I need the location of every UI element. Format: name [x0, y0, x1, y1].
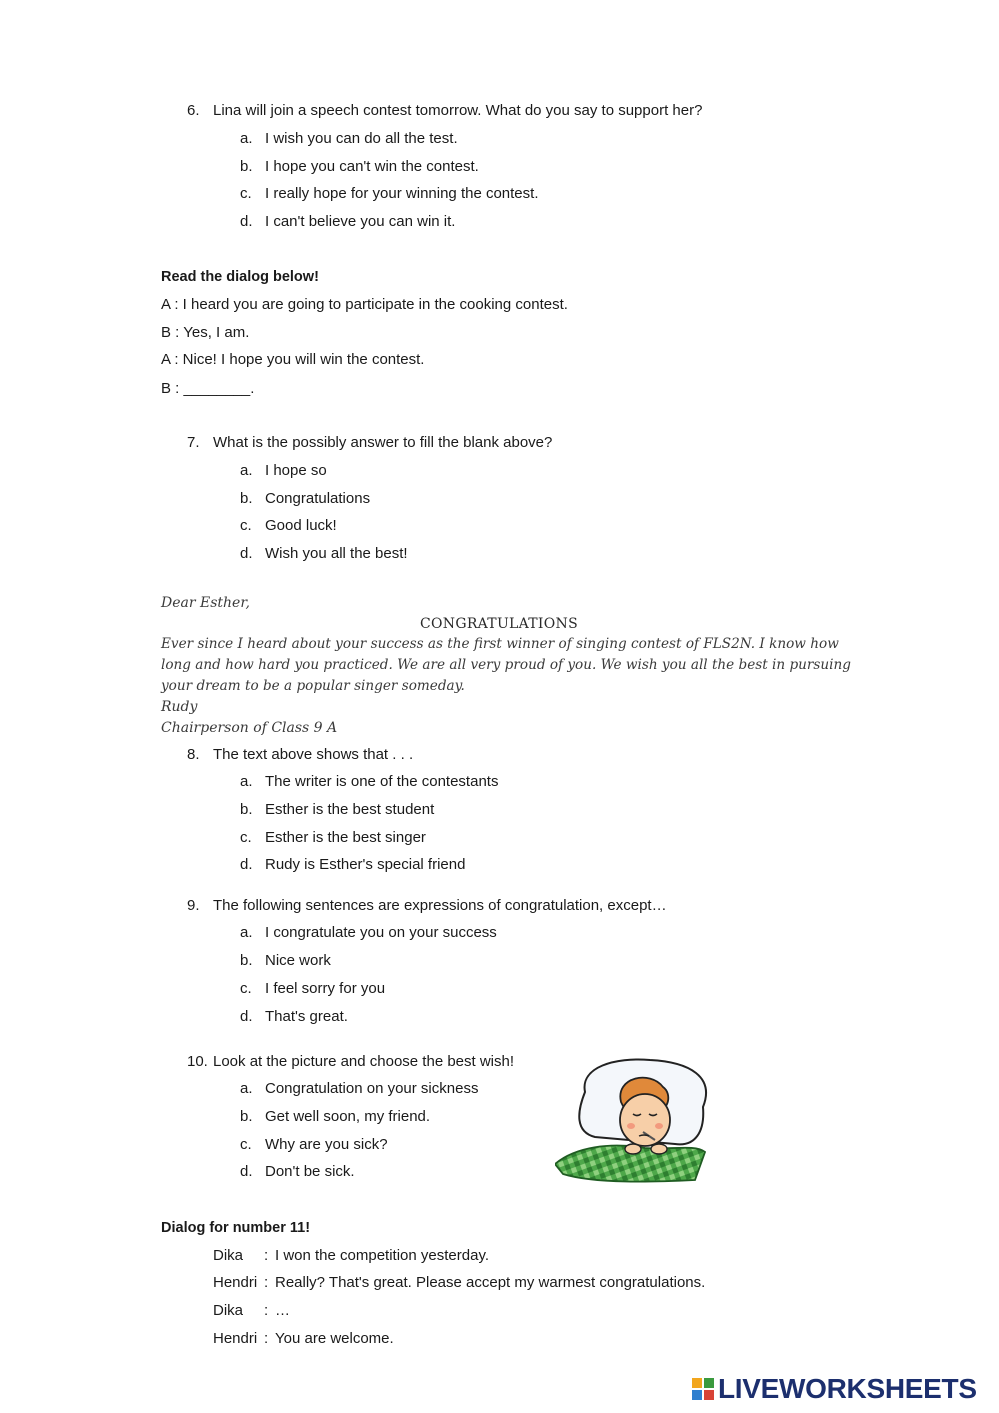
- logo-square-icon: [692, 1378, 702, 1388]
- option-letter: a.: [240, 773, 253, 790]
- letter-signature: Rudy: [161, 699, 198, 715]
- letter-role: Chairperson of Class 9 A: [161, 720, 338, 736]
- letter-body-line: Ever since I heard about your success as the first winner of singing contest of FLS2N. I know how: [161, 636, 839, 652]
- option-letter: d.: [240, 213, 253, 230]
- option-letter: a.: [240, 462, 253, 479]
- option-letter: b.: [240, 490, 253, 507]
- option-text: Don't be sick.: [265, 1163, 355, 1180]
- dialog-line: A : I heard you are going to participate in the cooking contest.: [161, 296, 568, 313]
- dialog-speaker: Hendri: [213, 1274, 258, 1291]
- dialog-line-blank: B : ________.: [161, 380, 255, 397]
- question-text: Lina will join a speech contest tomorrow. What do you say to support her?: [213, 102, 703, 119]
- logo-square-icon: [704, 1390, 714, 1400]
- option-text: The writer is one of the contestants: [265, 773, 499, 790]
- liveworksheets-logo: [690, 1372, 990, 1406]
- question-number: 8.: [187, 746, 200, 763]
- option-text: I hope you can't win the contest.: [265, 158, 479, 175]
- option-text: Get well soon, my friend.: [265, 1108, 431, 1125]
- question-number: 9.: [187, 897, 200, 914]
- option-text: Nice work: [265, 952, 331, 969]
- option-text: That's great.: [265, 1008, 348, 1025]
- dialog-speaker: Hendri: [213, 1330, 258, 1347]
- option-text: Rudy is Esther's special friend: [265, 856, 466, 873]
- logo-text: LIVEWORKSHEETS: [718, 1373, 977, 1404]
- option-text: Why are you sick?: [265, 1136, 388, 1153]
- dialog-separator: :: [264, 1247, 269, 1264]
- option-letter: b.: [240, 1108, 253, 1125]
- option-text: I feel sorry for you: [265, 980, 386, 997]
- option-letter: b.: [240, 801, 253, 818]
- dialog-separator: :: [264, 1274, 269, 1291]
- option-letter: b.: [240, 952, 253, 969]
- question-text: What is the possibly answer to fill the blank above?: [213, 434, 553, 451]
- option-letter: c.: [240, 185, 252, 202]
- dialog-line: A : Nice! I hope you will win the contest.: [161, 351, 425, 368]
- letter-body-line: long and how hard you practiced. We are all very proud of you. We wish you all the best in pursuing: [161, 657, 851, 673]
- option-text: Congratulations: [265, 490, 371, 507]
- option-text: Wish you all the best!: [265, 545, 408, 562]
- option-text: I really hope for your winning the contest.: [265, 185, 539, 202]
- question-number: 6.: [187, 102, 200, 119]
- option-letter: c.: [240, 829, 252, 846]
- option-letter: c.: [240, 980, 252, 997]
- option-text: I congratulate you on your success: [265, 924, 497, 941]
- dialog-text: You are welcome.: [275, 1330, 394, 1347]
- option-text: Good luck!: [265, 517, 337, 534]
- option-text: I hope so: [265, 462, 327, 479]
- letter-body-line: your dream to be a popular singer someday.: [161, 678, 465, 694]
- option-text: Esther is the best singer: [265, 829, 426, 846]
- option-text: Congratulation on your sickness: [265, 1080, 479, 1097]
- option-text: I wish you can do all the test.: [265, 130, 458, 147]
- dialog-line: B : Yes, I am.: [161, 324, 250, 341]
- dialog-separator: :: [264, 1302, 269, 1319]
- sick-boy-illustration: [555, 1052, 710, 1184]
- logo-square-icon: [704, 1378, 714, 1388]
- question-number: 10.: [187, 1053, 208, 1070]
- option-text: Esther is the best student: [265, 801, 435, 818]
- question-number: 7.: [187, 434, 200, 451]
- face-shape: [620, 1094, 670, 1146]
- dialog-speaker: Dika: [213, 1247, 244, 1264]
- section-heading: Dialog for number 11!: [161, 1220, 311, 1236]
- dialog-speaker: Dika: [213, 1302, 244, 1319]
- option-letter: a.: [240, 1080, 253, 1097]
- question-text: The text above shows that . . .: [213, 746, 414, 763]
- option-letter: d.: [240, 1163, 253, 1180]
- option-letter: d.: [240, 856, 253, 873]
- dialog-text: Really? That's great. Please accept my warmest congratulations.: [275, 1274, 706, 1291]
- option-letter: c.: [240, 1136, 252, 1153]
- section-heading: Read the dialog below!: [161, 269, 319, 285]
- option-letter: b.: [240, 158, 253, 175]
- letter-title: CONGRATULATIONS: [420, 616, 578, 632]
- option-letter: d.: [240, 545, 253, 562]
- option-letter: a.: [240, 130, 253, 147]
- option-letter: c.: [240, 517, 252, 534]
- option-letter: d.: [240, 1008, 253, 1025]
- question-text: Look at the picture and choose the best wish!: [213, 1053, 515, 1070]
- dialog-text: I won the competition yesterday.: [275, 1247, 489, 1264]
- letter-greeting: Dear Esther,: [161, 595, 250, 611]
- dialog-text: …: [275, 1302, 290, 1319]
- dialog-separator: :: [264, 1330, 269, 1347]
- question-text: The following sentences are expressions of congratulation, except…: [213, 897, 667, 914]
- option-text: I can't believe you can win it.: [265, 213, 456, 230]
- option-letter: a.: [240, 924, 253, 941]
- logo-square-icon: [692, 1390, 702, 1400]
